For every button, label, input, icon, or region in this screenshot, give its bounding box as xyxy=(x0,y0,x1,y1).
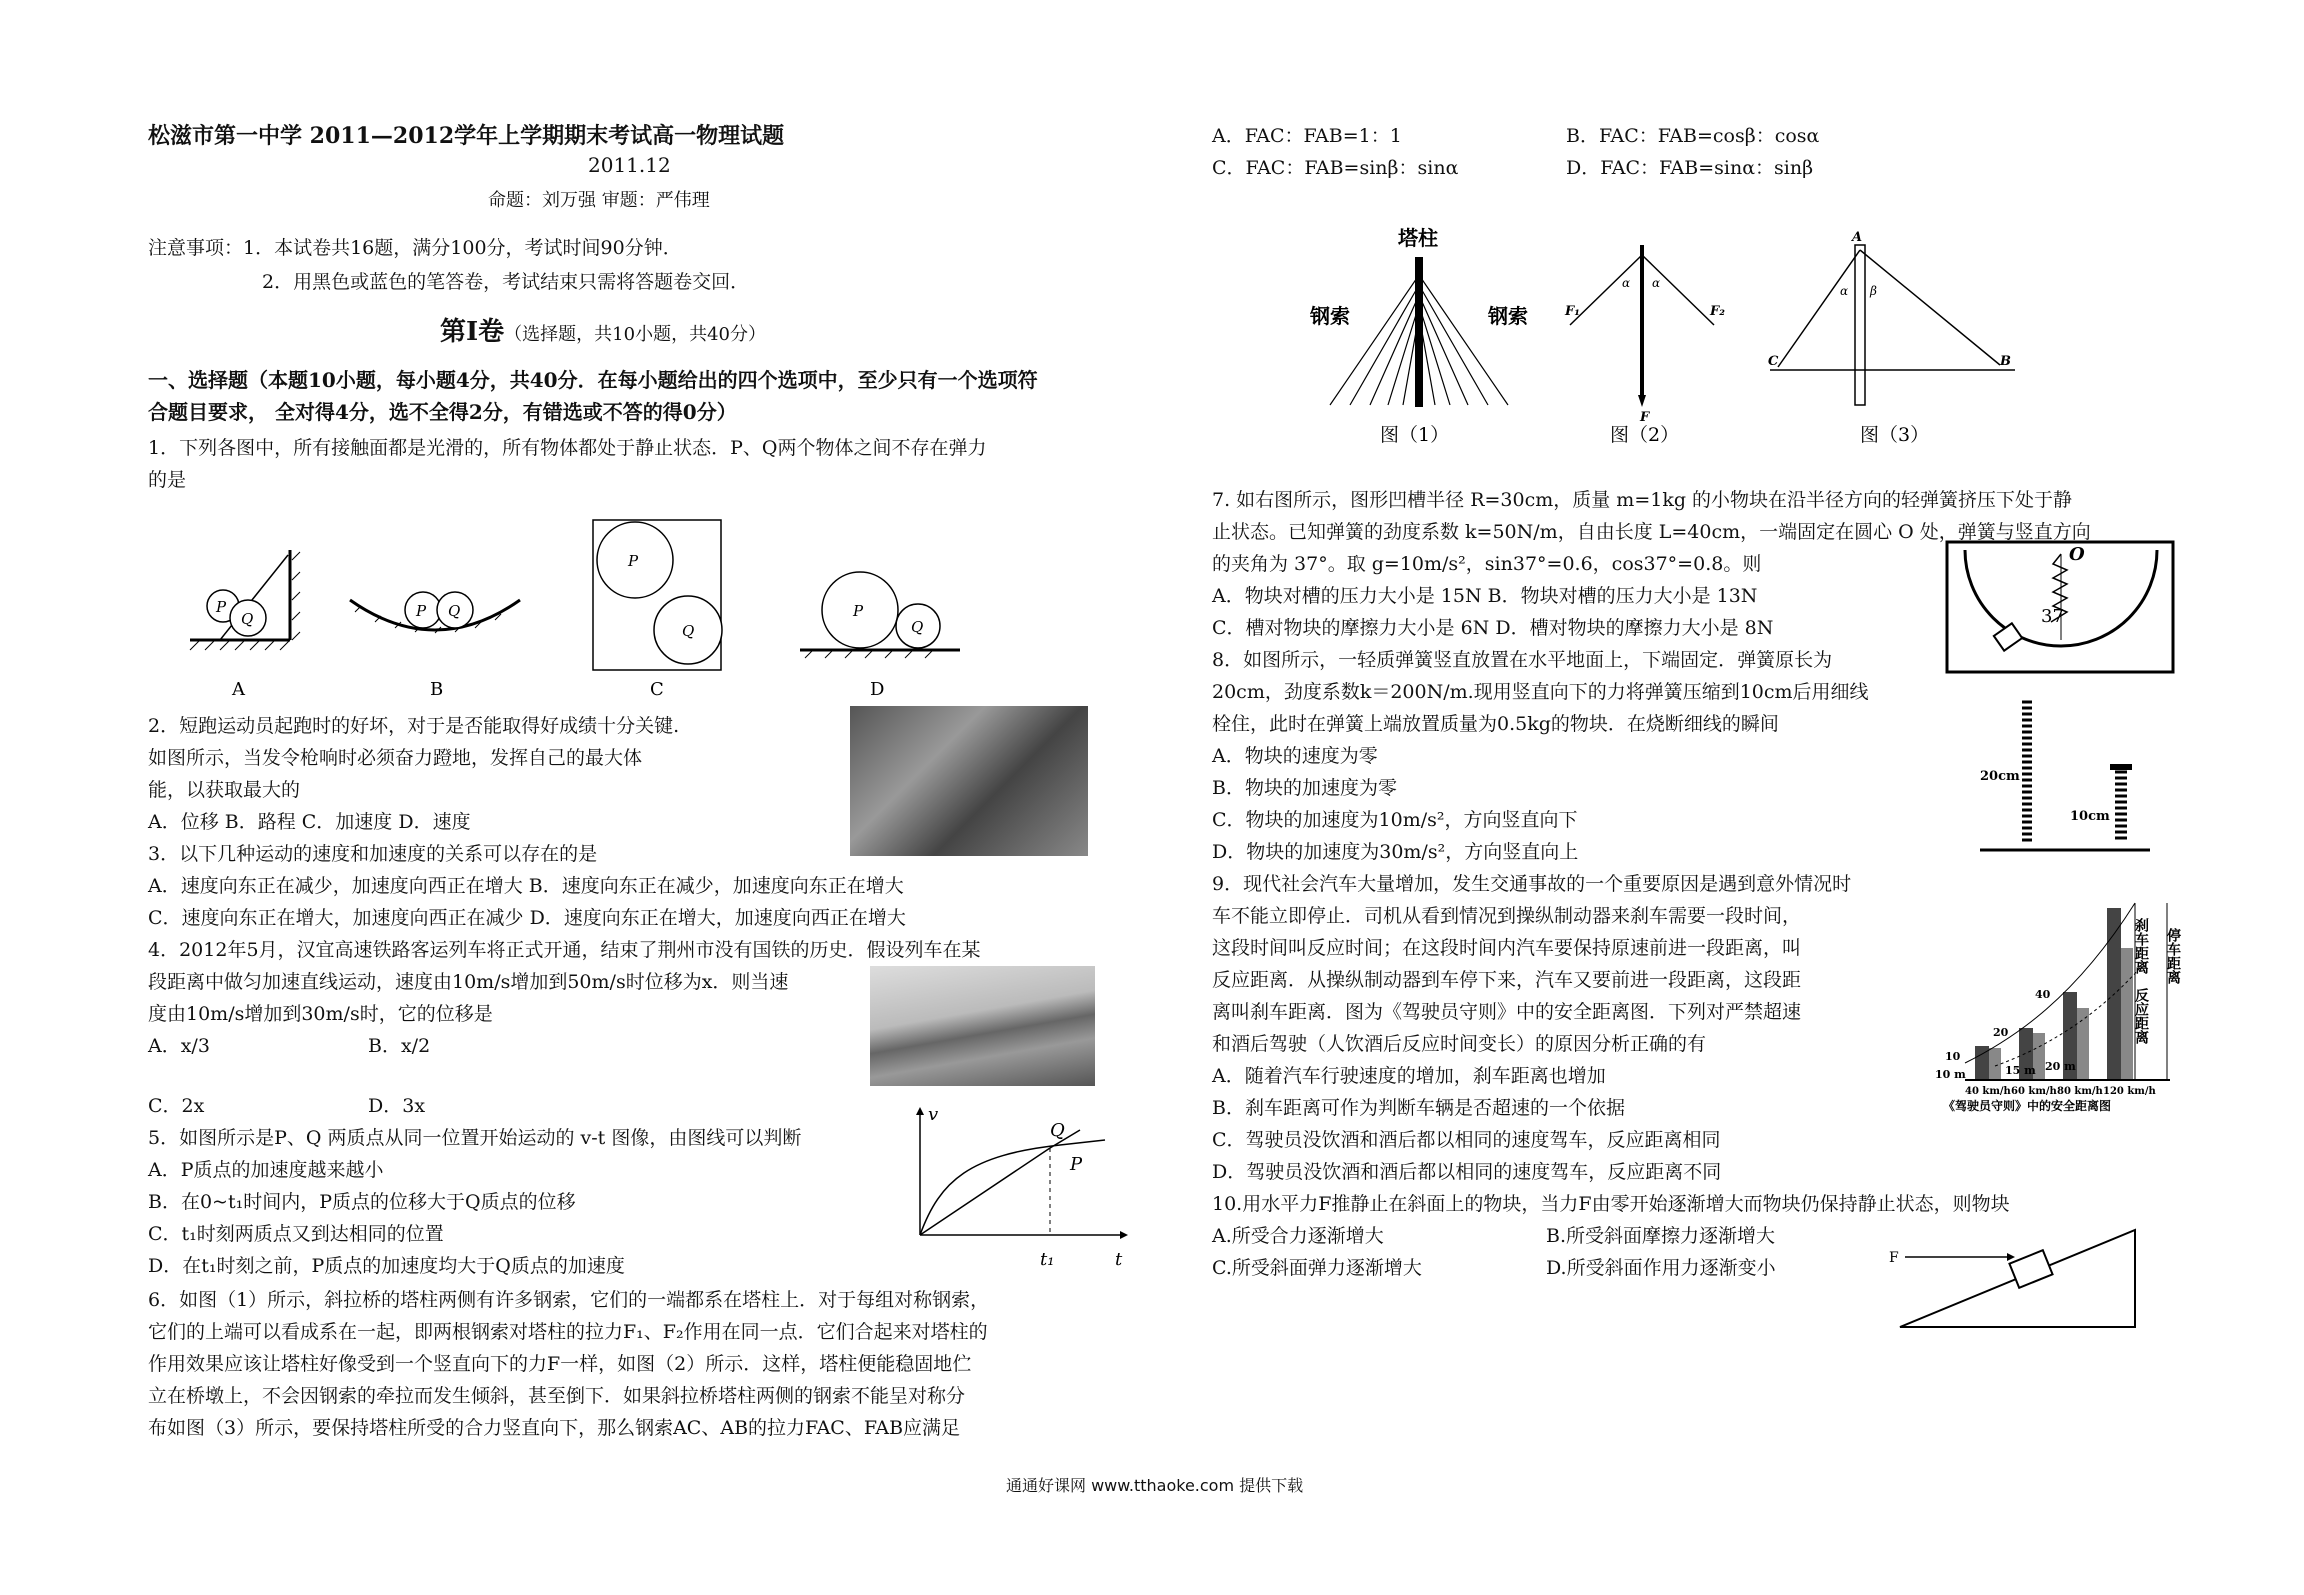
q9-caption: 《驾驶员守则》中的安全距离图 xyxy=(1943,1099,2112,1113)
q9-stem-1: 9．现代社会汽车大量增加，发生交通事故的一个重要原因是遇到意外情况时 xyxy=(1212,873,1852,895)
q6-option-b: B．FAC：FAB=cosβ：cosα xyxy=(1566,125,1820,147)
q5-t1-label: t₁ xyxy=(1040,1249,1055,1270)
q1-label-a: A xyxy=(232,679,245,700)
q6-option-d: D．FAC：FAB=sinα：sinβ xyxy=(1566,157,1814,179)
q1a-p-label: P xyxy=(216,598,227,616)
q9-stem-6: 和酒后驾驶（人饮酒后反应时间变长）的原因分析正确的有 xyxy=(1212,1033,1707,1055)
q4-option-d: D．3x xyxy=(368,1095,426,1117)
exam-date: 2011.12 xyxy=(588,153,671,177)
q9-speed-3: 120 km/h xyxy=(2103,1086,2156,1097)
section-title xyxy=(440,317,766,347)
q5-v-label: v xyxy=(928,1104,939,1125)
q7-angle-label: 37 xyxy=(2041,606,2064,627)
q1-figure-a xyxy=(190,550,300,650)
q7-o-label: O xyxy=(2069,544,2085,565)
q9-num-5: 20 m xyxy=(2045,1060,2076,1073)
q9-option-d: D．驾驶员没饮酒和酒后都以相同的速度驾车，反应距离不同 xyxy=(1212,1161,1722,1183)
q10-option-c: C.所受斜面弹力逐渐增大 xyxy=(1212,1257,1422,1279)
q6-figure-1 xyxy=(1309,226,1528,446)
train-photo xyxy=(870,966,1095,1086)
q2-options: A．位移 B．路程 C．加速度 D．速度 xyxy=(148,811,471,833)
notice-line-2: 2．用黑色或蓝色的笔答卷，考试结束只需将答题卷交回． xyxy=(262,271,750,293)
q6-figure-3 xyxy=(1768,230,2015,446)
q7-bowl-figure xyxy=(1945,540,2175,675)
q9-stem-3: 这段时间叫反应时间；在这段时间内汽车要保持原速前进一段距离，叫 xyxy=(1212,937,1802,959)
q10-f-label: F xyxy=(1889,1250,1899,1266)
q5-vt-graph xyxy=(900,1100,1130,1280)
q7-options-ab: A．物块对槽的压力大小是 15N B．物块对槽的压力大小是 13N xyxy=(1212,585,1758,607)
q8-stem-3: 栓住，此时在弹簧上端放置质量为0.5kg的物块．在烧断细线的瞬间 xyxy=(1212,713,1779,735)
q8-spring-figure xyxy=(1980,692,2150,862)
q6-figures xyxy=(1300,215,2060,455)
q9-stop-label: 停车距离 xyxy=(2165,928,2181,984)
q9-option-a: A．随着汽车行驶速度的增加，刹车距离也增加 xyxy=(1212,1065,1606,1087)
q4-stem-1: 4．2012年5月，汉宜高速铁路客运列车将正式开通，结束了荆州市没有国铁的历史．假设列车在某 xyxy=(148,939,981,961)
svg-text:F₂: F₂ xyxy=(1710,304,1725,319)
q5-t-label: t xyxy=(1115,1249,1123,1270)
q6-stem-1: 6．如图（1）所示，斜拉桥的塔柱两侧有许多钢索，它们的一端都系在塔柱上．对于每组对称钢索， xyxy=(148,1289,990,1311)
tower-label: 塔柱 xyxy=(1398,226,1438,250)
q6-option-a: A．FAC：FAB=1：1 xyxy=(1212,125,1402,147)
q1c-p-label: P xyxy=(628,552,639,570)
q7-options-cd: C．槽对物块的摩擦力大小是 6N D．槽对物块的摩擦力大小是 8N xyxy=(1212,617,1774,639)
svg-text:α: α xyxy=(1840,284,1849,298)
q10-incline-figure xyxy=(1885,1222,2145,1334)
q9-speed-2: 80 km/h xyxy=(2057,1086,2103,1097)
q6-stem-3: 作用效果应该让塔柱好像受到一个竖直向下的力F一样，如图（2）所示．这样，塔柱便能稳固地伫 xyxy=(148,1353,972,1375)
footer-source: 通通好课网 www.tthaoke.com 提供下载 xyxy=(1006,1476,1304,1495)
q5-option-b: B．在0~t₁时间内，P质点的位移大于Q质点的位移 xyxy=(148,1191,576,1213)
q7-stem-1: 7. 如右图所示，图形凹槽半径 R=30cm，质量 m=1kg 的小物块在沿半径方向的轻弹簧挤压下处于静 xyxy=(1212,489,2073,511)
q4-option-a: A．x/3 xyxy=(148,1035,210,1057)
q10-option-a: A.所受合力逐渐增大 xyxy=(1212,1225,1384,1247)
q8-option-b: B．物块的加速度为零 xyxy=(1212,777,1397,799)
q1-label-d: D xyxy=(870,679,885,700)
section-subtitle: （选择题，共10小题，共40分） xyxy=(504,324,766,345)
q5-option-c: C．t₁时刻两质点又到达相同的位置 xyxy=(148,1223,444,1245)
q5-stem: 5．如图所示是P、Q 两质点从同一位置开始运动的 v-t 图像，由图线可以判断 xyxy=(148,1127,802,1149)
notice-line-1: 注意事项：1．本试卷共16题，满分100分，考试时间90分钟． xyxy=(148,237,682,259)
q1-label-b: B xyxy=(430,679,444,700)
q9-num-3: 10 m xyxy=(1935,1068,1966,1081)
q9-stem-2: 车不能立即停止．司机从看到情况到操纵制动器来刹车需要一段时间， xyxy=(1212,905,1802,927)
q9-stem-5: 离叫刹车距离．图为《驾驶员守则》中的安全距离图．下列对严禁超速 xyxy=(1212,1001,1802,1023)
q10-option-b: B.所受斜面摩擦力逐渐增大 xyxy=(1546,1225,1776,1247)
q6-figure-2 xyxy=(1564,245,1725,446)
q9-num-0: 10 xyxy=(1945,1050,1961,1063)
q5-option-d: D．在t₁时刻之前，P质点的加速度均大于Q质点的加速度 xyxy=(148,1255,625,1277)
q1-figures xyxy=(180,500,960,710)
q1d-q-label: Q xyxy=(911,618,924,636)
q4-stem-3: 度由10m/s增加到30m/s时，它的位移是 xyxy=(148,1003,493,1025)
q8-option-d: D．物块的加速度为30m/s²，方向竖直向上 xyxy=(1212,841,1579,863)
section-heading: 第Ⅰ卷 xyxy=(440,317,505,347)
fig3-caption: 图（3） xyxy=(1860,424,1930,446)
fig2-caption: 图（2） xyxy=(1610,424,1680,446)
q4-option-c: C．2x xyxy=(148,1095,205,1117)
q1a-q-label: Q xyxy=(241,610,254,628)
q10-stem: 10.用水平力F推静止在斜面上的物块，当力F由零开始逐渐增大而物块仍保持静止状态，则物块 xyxy=(1212,1193,2010,1215)
svg-text:C: C xyxy=(1768,354,1779,369)
q8-20cm-label: 20cm xyxy=(1980,769,2020,784)
q1b-q-label: Q xyxy=(448,602,461,620)
cable-right-label: 钢索 xyxy=(1488,304,1528,328)
q8-option-a: A．物块的速度为零 xyxy=(1212,745,1378,767)
q7-stem-3: 的夹角为 37°。取 g=10m/s²，sin37°=0.6，cos37°=0.8。则 xyxy=(1212,553,1762,575)
q10-option-d: D.所受斜面作用力逐渐变小 xyxy=(1546,1257,1776,1279)
q6-stem-4: 立在桥墩上，不会因钢索的牵拉而发生倾斜，甚至倒下．如果斜拉桥塔柱两侧的钢索不能呈对称分 xyxy=(148,1385,966,1407)
sprinters-photo xyxy=(850,706,1088,856)
q3-options-cd: C．速度向东正在增大，加速度向西正在减少 D．速度向东正在增大，加速度向西正在增大 xyxy=(148,907,906,929)
q1b-p-label: P xyxy=(416,602,427,620)
page-title: 松滋市第一中学 2011—2012学年上学期期末考试高一物理试题 xyxy=(148,123,785,149)
q8-stem-1: 8．如图所示，一轻质弹簧竖直放置在水平地面上，下端固定．弹簧原长为 xyxy=(1212,649,1833,671)
svg-text:β: β xyxy=(1870,284,1877,298)
q7-stem-2: 止状态。已知弹簧的劲度系数 k=50N/m，自由长度 L=40cm，一端固定在圆心 O 处，弹簧与竖直方向 xyxy=(1212,521,2091,543)
q9-speed-1: 60 km/h xyxy=(2011,1086,2057,1097)
q6-option-c: C．FAC：FAB=sinβ：sinα xyxy=(1212,157,1459,179)
q5-p-label: P xyxy=(1070,1154,1083,1175)
svg-text:A: A xyxy=(1852,230,1863,245)
q5-q-label: Q xyxy=(1050,1120,1065,1141)
q1d-p-label: P xyxy=(853,602,864,620)
section-instructions-1: 一、选择题（本题10小题，每小题4分，共40分．在每小题给出的四个选项中，至少只有一个选项符 xyxy=(148,368,1038,392)
q9-react-label: 反应距离 xyxy=(2133,988,2149,1044)
q9-speed-0: 40 km/h xyxy=(1965,1086,2011,1097)
q6-stem-5: 布如图（3）所示，要保持塔柱所受的合力竖直向下，那么钢索AC、AB的拉力FAC、FAB应满足 xyxy=(148,1417,961,1439)
q8-stem-2: 20cm，劲度系数k＝200N/m.现用竖直向下的力将弹簧压缩到10cm后用细线 xyxy=(1212,681,1869,703)
q2-stem-1: 2．短跑运动员起跑时的好坏，对于是否能取得好成绩十分关键. xyxy=(148,715,680,737)
q1-stem-1: 1．下列各图中，所有接触面都是光滑的，所有物体都处于静止状态．P、Q两个物体之间不存在弹力 xyxy=(148,437,987,459)
q2-stem-2: 如图所示，当发令枪响时必须奋力蹬地，发挥自己的最大体 xyxy=(148,747,643,769)
q4-stem-2: 段距离中做匀加速直线运动，速度由10m/s增加到50m/s时位移为x．则当速 xyxy=(148,971,789,993)
q3-stem: 3．以下几种运动的速度和加速度的关系可以存在的是 xyxy=(148,843,598,865)
q1-figure-b xyxy=(350,592,520,633)
svg-text:F: F xyxy=(1640,410,1650,425)
q8-10cm-label: 10cm xyxy=(2070,809,2110,824)
q5-option-a: A．P质点的加速度越来越小 xyxy=(148,1159,384,1181)
svg-text:α: α xyxy=(1622,276,1631,290)
section-instructions-2: 合题目要求， 全对得4分，选不全得2分，有错选或不答的得0分） xyxy=(148,400,737,424)
q2-stem-3: 能，以获取最大的 xyxy=(148,779,301,801)
svg-text:B: B xyxy=(2000,354,2011,369)
q3-options-ab: A．速度向东正在减少，加速度向西正在增大 B．速度向东正在减少，加速度向东正在增大 xyxy=(148,875,904,897)
q9-brake-label: 刹车距离 xyxy=(2133,918,2149,974)
q1-figure-d xyxy=(800,572,960,658)
q6-stem-2: 它们的上端可以看成系在一起，即两根钢索对塔柱的拉力F₁、F₂作用在同一点．它们合起来对塔柱的 xyxy=(148,1321,988,1343)
q8-option-c: C．物块的加速度为10m/s²，方向竖直向下 xyxy=(1212,809,1578,831)
exam-authors: 命题：刘万强 审题：严伟理 xyxy=(488,190,710,211)
q1-figure-c xyxy=(593,520,722,670)
q9-num-2: 40 xyxy=(2035,988,2051,1001)
q9-num-4: 15 m xyxy=(2005,1064,2036,1077)
fig1-caption: 图（1） xyxy=(1380,424,1450,446)
q1-stem-2: 的是 xyxy=(148,469,187,491)
svg-text:α: α xyxy=(1652,276,1661,290)
q9-safe-distance-figure xyxy=(1935,888,2185,1138)
q9-num-1: 20 xyxy=(1993,1026,2009,1039)
cable-left-label: 钢索 xyxy=(1310,304,1350,328)
q1-label-c: C xyxy=(650,679,664,700)
svg-text:F₁: F₁ xyxy=(1565,304,1580,319)
q9-option-b: B．刹车距离可作为判断车辆是否超速的一个依据 xyxy=(1212,1097,1625,1119)
q9-stem-4: 反应距离．从操纵制动器到车停下来，汽车又要前进一段距离，这段距 xyxy=(1212,969,1802,991)
q1c-q-label: Q xyxy=(682,622,695,640)
q4-option-b: B．x/2 xyxy=(368,1035,431,1057)
q9-option-c: C．驾驶员没饮酒和酒后都以相同的速度驾车，反应距离相同 xyxy=(1212,1129,1721,1151)
